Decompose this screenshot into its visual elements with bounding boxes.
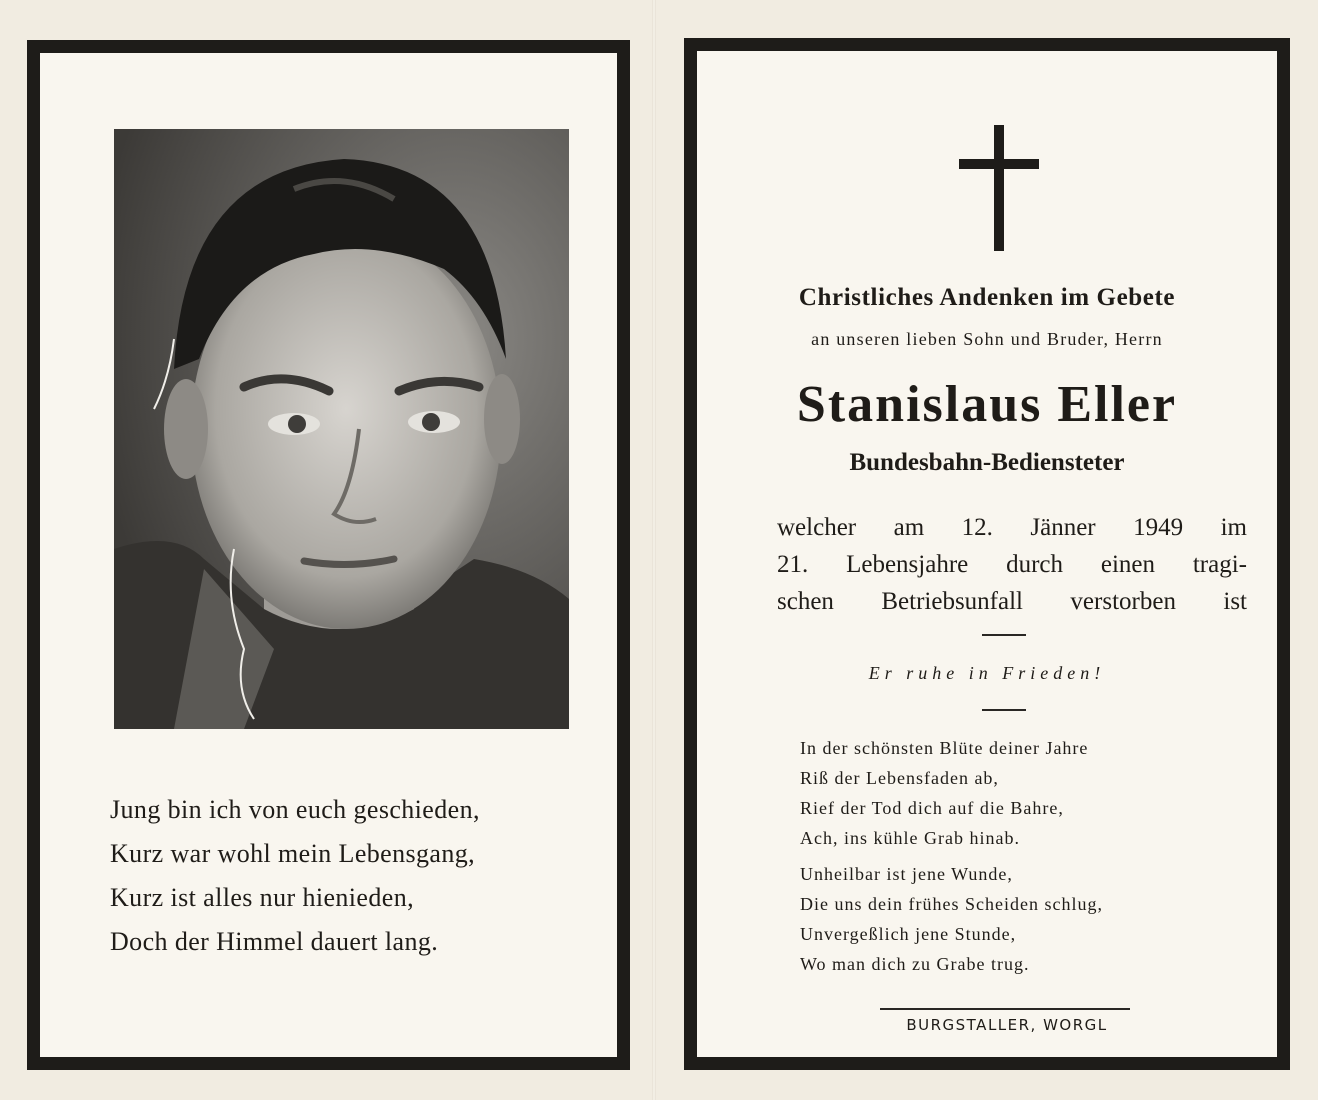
portrait-photo-icon (114, 129, 569, 729)
right-card (684, 38, 1290, 1070)
portrait-photo (114, 129, 569, 729)
poem-line: Kurz war wohl mein Lebensgang, (110, 839, 476, 868)
death-notice-line: schen Betriebsunfall verstorben ist (777, 588, 1247, 615)
memorial-heading: Christliches Andenken im Gebete (798, 284, 1176, 311)
right-poem (800, 733, 1220, 979)
poem-line: Wo man dich zu Grabe trug. (800, 954, 1030, 974)
poem-line: In der schönsten Blüte deiner Jahre (800, 738, 1089, 758)
printer-credit: BURGSTALLER, WORGL (906, 1016, 1108, 1034)
cross-icon (959, 125, 1039, 251)
poem-line: Unvergeßlich jene Stunde, (800, 924, 1017, 944)
poem-line: Unheilbar ist jene Wunde, (800, 864, 1013, 884)
death-notice-line: welcher am 12. Jänner 1949 im (777, 514, 1247, 541)
divider (982, 634, 1026, 636)
poem-line: Rief der Tod dich auf die Bahre, (800, 798, 1064, 818)
poem-line: Riß der Lebensfaden ab, (800, 768, 999, 788)
poem-line: Doch der Himmel dauert lang. (110, 927, 439, 956)
rest-in-peace: Er ruhe in Frieden! (868, 663, 1106, 683)
occupation: Bundesbahn-Bediensteter (849, 449, 1125, 476)
poem-line: Kurz ist alles nur hienieden, (110, 883, 415, 912)
deceased-name: Stanislaus Eller (796, 376, 1178, 433)
printer-divider (880, 1008, 1130, 1010)
divider (982, 709, 1026, 711)
poem-line: Ach, ins kühle Grab hinab. (800, 828, 1020, 848)
death-notice (777, 509, 1247, 620)
poem-line: Jung bin ich von euch geschieden, (110, 795, 480, 824)
left-poem (110, 788, 610, 964)
card-fold (652, 0, 656, 1100)
dedication-line: an unseren lieben Sohn und Bruder, Herrn (811, 329, 1163, 349)
left-card (27, 40, 630, 1070)
death-notice-line: 21. Lebensjahre durch einen tragi- (777, 551, 1247, 578)
poem-line: Die uns dein frühes Scheiden schlug, (800, 894, 1103, 914)
